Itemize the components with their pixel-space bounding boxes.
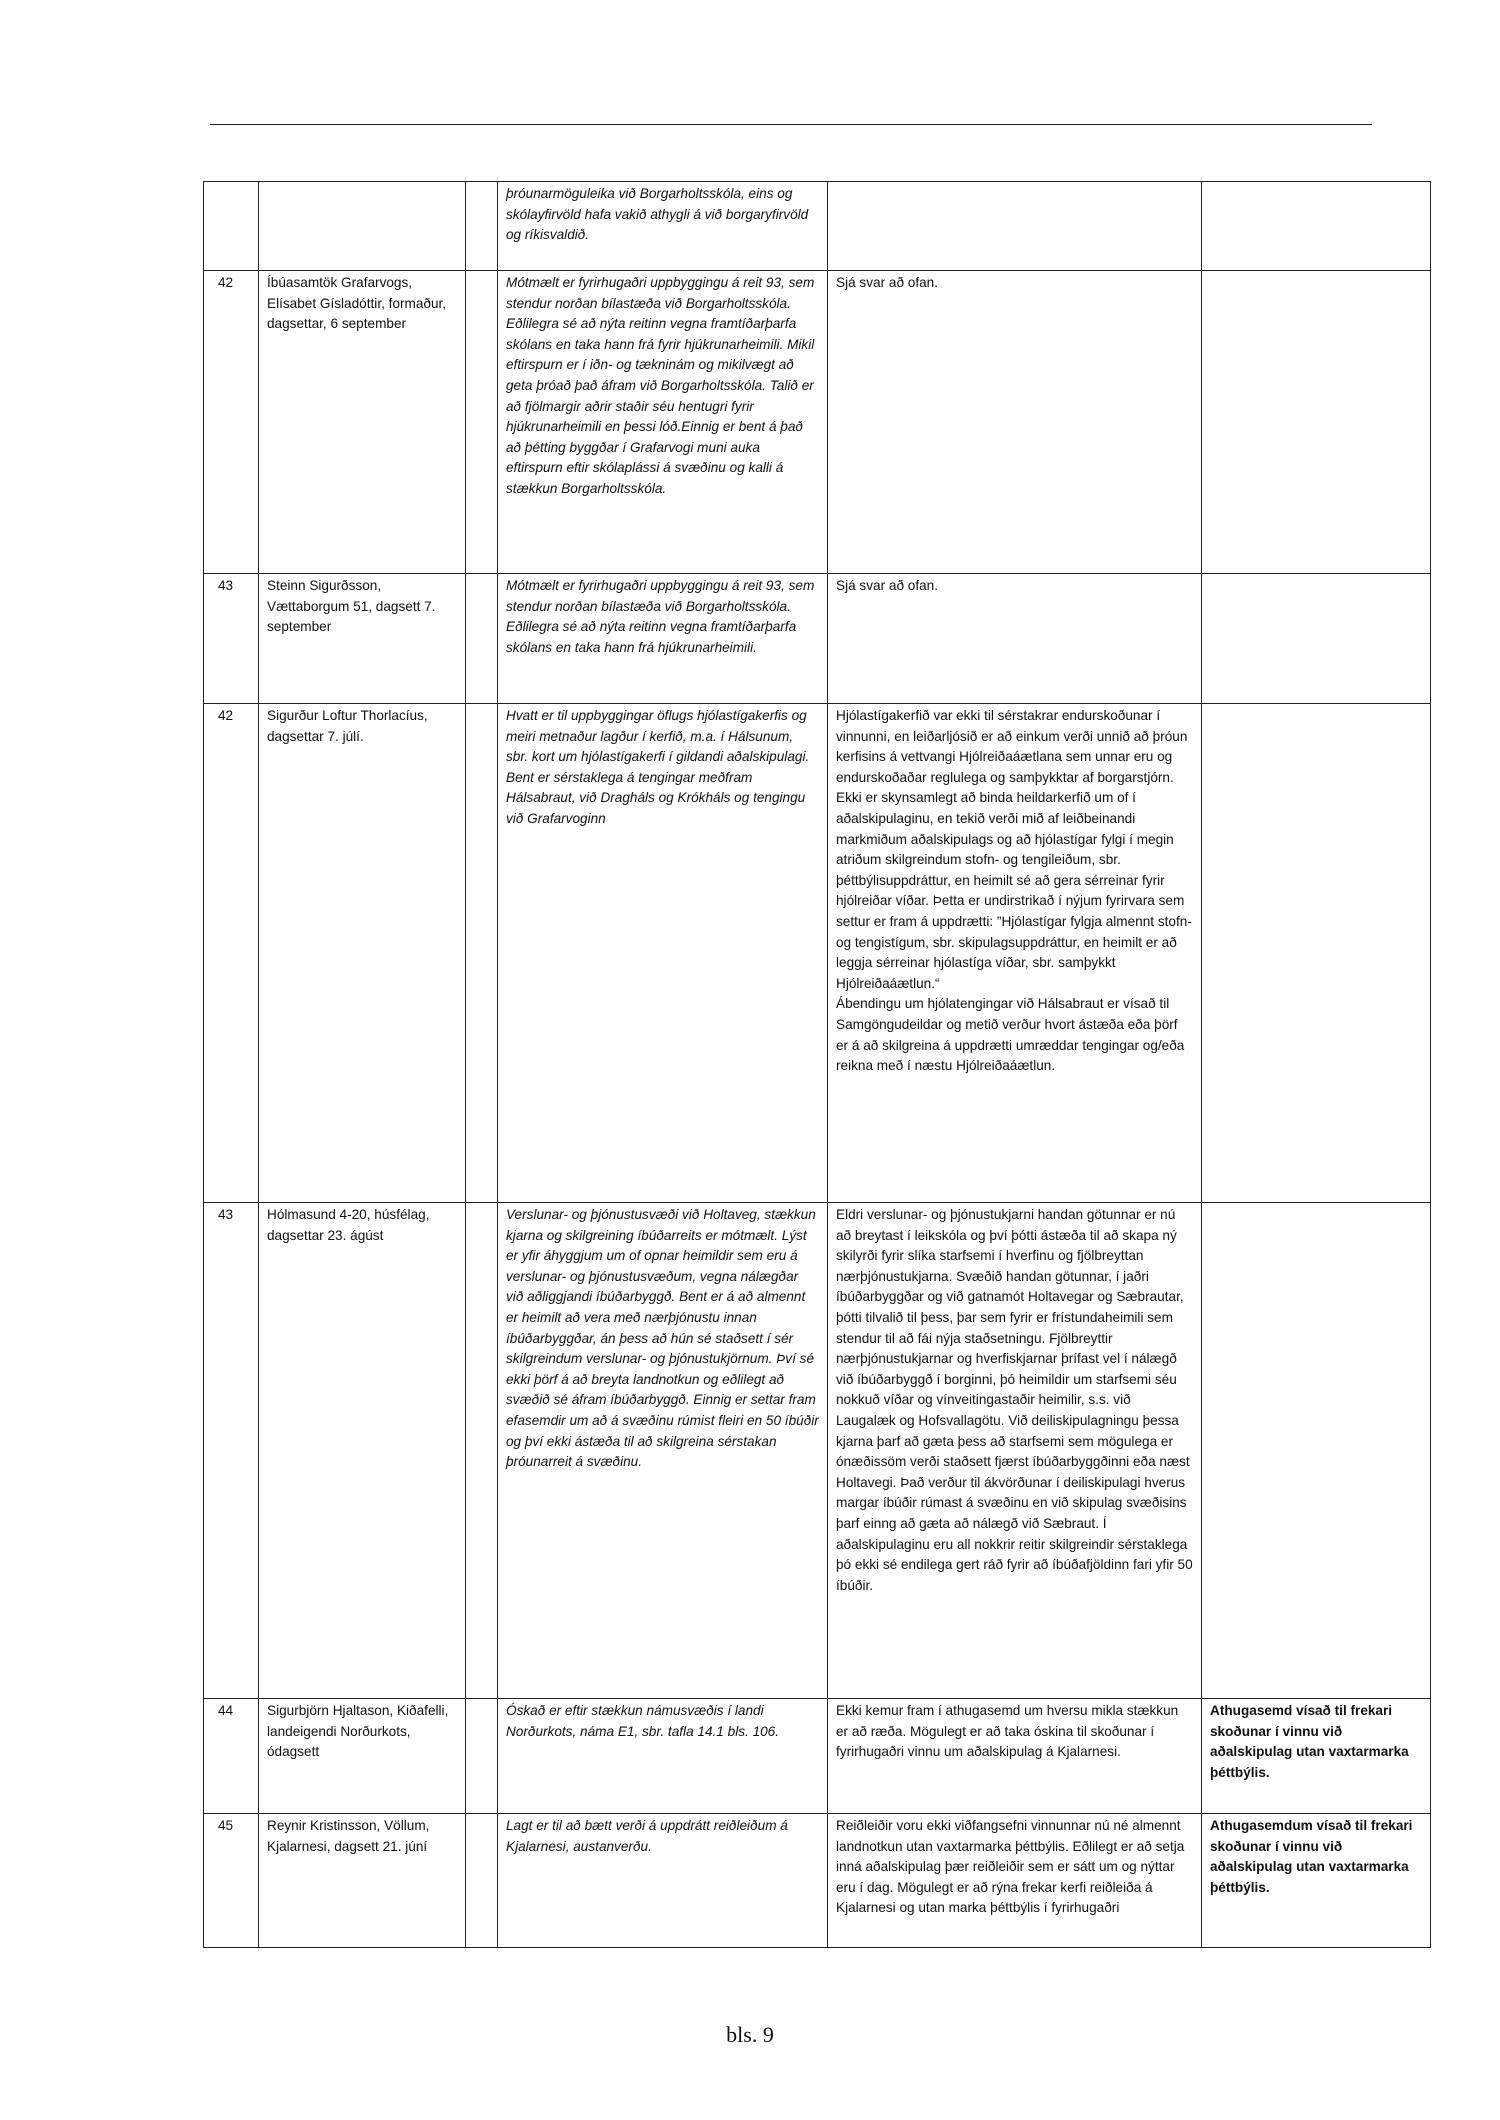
- row-number: 43: [204, 574, 259, 704]
- spacer-cell: [466, 704, 498, 1203]
- decision-cell: [1202, 1203, 1431, 1699]
- spacer-cell: [466, 1203, 498, 1699]
- spacer-cell: [466, 1699, 498, 1814]
- table-row: [204, 271, 1431, 574]
- row-number: [204, 182, 259, 271]
- response-cell: Sjá svar að ofan.: [828, 574, 1202, 704]
- row-number: 44: [204, 1699, 259, 1814]
- sender-cell: Sigurbjörn Hjaltason, Kiðafelli, landeigendi Norðurkots, ódagsett: [259, 1699, 466, 1814]
- decision-cell: Athugasemd vísað til frekari skoðunar í vinnu við aðalskipulag utan vaxtarmarka þéttbýlis.: [1202, 1699, 1431, 1814]
- row-number: 45: [204, 1814, 259, 1948]
- response-cell: Reiðleiðir voru ekki viðfangsefni vinnunnar nú né almennt landnotkun utan vaxtarmarka þéttbýlis. Eðlilegt er að setja inná aðalskipulag þær reiðleiðir sem er sátt um og nýttar eru í dag. Mögulegt er að rýna frekar kerfi reiðleiða á Kjalarnesi og utan marka þéttbýlis í fyrirhugaðri: [828, 1814, 1202, 1948]
- decision-cell: [1202, 704, 1431, 1203]
- comment-cell: Verslunar- og þjónustusvæði við Holtaveg, stækkun kjarna og skilgreining íbúðarreits er mótmælt. Lýst er yfir áhyggjum um of opnar heimildir sem eru á verslunar- og þjónustusvæðum, vegna nálægðar við aðliggjandi íbúðarbyggð. Bent er á að almennt er heimilt að vera með nærþjónustu innan íbúðarbyggðar, án þess að hún sé staðsett í sér skilgreindum verslunar- og þjónustukjörnum. Því sé ekki þörf á að breyta landnotkun og eðlilegt að svæðið sé áfram íbúðarbyggð. Einnig er settar fram efasemdir um að á svæðinu rúmist fleiri en 50 íbúðir og því ekki ástæða til að skilgreina sérstakan þróunarreit á svæðinu.: [498, 1203, 828, 1699]
- sender-cell: Sigurður Loftur Thorlacíus, dagsettar 7. júlí.: [259, 704, 466, 1203]
- response-cell: Eldri verslunar- og þjónustukjarni handan götunnar er nú að breytast í leikskóla og því þótti ástæða til að skapa ný skilyrði fyrir slíka starfsemi í hverfinu og fjölbreyttan nærþjónustukjarna. Svæðið handan götunnar, í jaðri íbúðarbyggðar og við gatnamót Holtavegar og Sæbrautar, þótti tilvalið til þess, þar sem fyrir er frístundaheimili sem stendur til að fái nýja staðsetningu. Fjölbreyttir nærþjónustukjarnar og hverfiskjarnar þrífast vel í nálægð við íbúðarbyggð í borginni, þó heimildir um starfsemi séu nokkuð víðar og vínveitingastaðir heimilir, s.s. við Laugalæk og Hofsvallagötu. Við deiliskipulagningu þessa kjarna þarf að gæta þess að starfsemi sem mögulega er ónæðissöm verði staðsett fjærst íbúðarbyggðinni eða næst Holtavegi. Það verður til ákvörðunar í deiliskipulagi hverus margar íbúðir rúmast á svæðinu en við skipulag svæðisins þarf einng að gæta að nálægð við Sæbraut. Í aðalskipulaginu eru all nokkrir reitir skilgreindir sérstaklega þó ekki sé endilega gert ráð fyrir að íbúðafjöldinn fari yfir 50 íbúðir.: [828, 1203, 1202, 1699]
- sender-cell: Hólmasund 4-20, húsfélag, dagsettar 23. ágúst: [259, 1203, 466, 1699]
- sender-cell: Reynir Kristinsson, Völlum, Kjalarnesi, dagsett 21. júní: [259, 1814, 466, 1948]
- spacer-cell: [466, 574, 498, 704]
- decision-cell: [1202, 182, 1431, 271]
- header-rule: [210, 124, 1372, 125]
- spacer-cell: [466, 1814, 498, 1948]
- comments-table: [203, 181, 1431, 1948]
- page-number: bls. 9: [726, 2022, 774, 2047]
- comment-cell: Lagt er til að bætt verði á uppdrátt reiðleiðum á Kjalarnesi, austanverðu.: [498, 1814, 828, 1948]
- comment-cell: Mótmælt er fyrirhugaðri uppbyggingu á reit 93, sem stendur norðan bílastæða við Borgarholtsskóla. Eðlilegra sé að nýta reitinn vegna framtíðarþarfa skólans en taka hann frá fyrir hjúkrunarheimili. Mikil eftirspurn er í iðn- og tækninám og mikilvægt að geta þróað það áfram við Borgarholtsskóla. Talið er að fjölmargir aðrir staðir séu hentugri fyrir hjúkrunarheimili en þessi lóð.Einnig er bent á það að þétting byggðar í Grafarvogi muni auka eftirspurn eftir skólaplássi á svæðinu og kalli á stækkun Borgarholtsskóla.: [498, 271, 828, 574]
- comment-cell: þróunarmöguleika við Borgarholtsskóla, eins og skólayfirvöld hafa vakið athygli á við borgaryfirvöld og ríkisvaldið.: [498, 182, 828, 271]
- comment-cell: Mótmælt er fyrirhugaðri uppbyggingu á reit 93, sem stendur norðan bílastæða við Borgarholtsskóla. Eðlilegra sé að nýta reitinn vegna framtíðarþarfa skólans en taka hann frá hjúkrunarheimili.: [498, 574, 828, 704]
- spacer-cell: [466, 182, 498, 271]
- sender-cell: [259, 182, 466, 271]
- row-number: 42: [204, 704, 259, 1203]
- row-number: 43: [204, 1203, 259, 1699]
- response-cell: Hjólastígakerfið var ekki til sérstakrar endurskoðunar í vinnunni, en leiðarljósið er að einkum verði unnið að þróun kerfisins á vettvangi Hjólreiðaáætlana sem unnar eru og endurskoðaðar reglulega og samþykktar af borgarstjórn. Ekki er skynsamlegt að binda heildarkerfið um of í aðalskipulaginu, en tekið verði mið af leiðbeinandi markmiðum aðalskipulags og að hjólastígar fylgi í megin atriðum skilgreindum stofn- og tengileiðum, sbr. þéttbýlisuppdráttur, en heimilt sé að gera sérreinar fyrir hjólreiðar víðar. Þetta er undirstrikað í nýjum fyrirvara sem settur er fram á uppdrætti: ”Hjólastígar fylgja almennt stofn- og tengistígum, sbr. skipulagsuppdráttur, en heimilt er að leggja sérreinar hjólastíga víðar, sbr. samþykkt Hjólreiðaáætlun.“ Ábendingu um hjólatengingar við Hálsabraut er vísað til Samgöngudeildar og metið verður hvort ástæða eða þörf er á að skilgreina á uppdrætti umræddar tengingar og/eða reikna með í næstu Hjólreiðaáætlun.: [828, 704, 1202, 1203]
- table-row: [204, 1203, 1431, 1699]
- response-cell: Sjá svar að ofan.: [828, 271, 1202, 574]
- table-row: [204, 1699, 1431, 1814]
- decision-cell: [1202, 271, 1431, 574]
- response-cell: [828, 182, 1202, 271]
- decision-cell: Athugasemdum vísað til frekari skoðunar í vinnu við aðalskipulag utan vaxtarmarka þéttbýlis.: [1202, 1814, 1431, 1948]
- table-row: [204, 704, 1431, 1203]
- sender-cell: Íbúasamtök Grafarvogs, Elísabet Gísladóttir, formaður, dagsettar, 6 september: [259, 271, 466, 574]
- decision-cell: [1202, 574, 1431, 704]
- comment-cell: Hvatt er til uppbyggingar öflugs hjólastígakerfis og meiri metnaður lagður í kerfið, m.a. í Hálsunum, sbr. kort um hjólastígakerfi í gildandi aðalskipulagi. Bent er sérstaklega á tengingar meðfram Hálsabraut, við Dragháls og Krókháls og tengingu við Grafarvoginn: [498, 704, 828, 1203]
- spacer-cell: [466, 271, 498, 574]
- table-row: [204, 574, 1431, 704]
- response-cell: Ekki kemur fram í athugasemd um hversu mikla stækkun er að ræða. Mögulegt er að taka óskina til skoðunar í fyrirhugaðri vinnu um aðalskipulag á Kjalarnesi.: [828, 1699, 1202, 1814]
- sender-cell: Steinn Sigurðsson, Vættaborgum 51, dagsett 7. september: [259, 574, 466, 704]
- table-row: [204, 182, 1431, 271]
- comment-cell: Óskað er eftir stækkun námusvæðis í landi Norðurkots, náma E1, sbr. tafla 14.1 bls. 106.: [498, 1699, 828, 1814]
- table-row: [204, 1814, 1431, 1948]
- row-number: 42: [204, 271, 259, 574]
